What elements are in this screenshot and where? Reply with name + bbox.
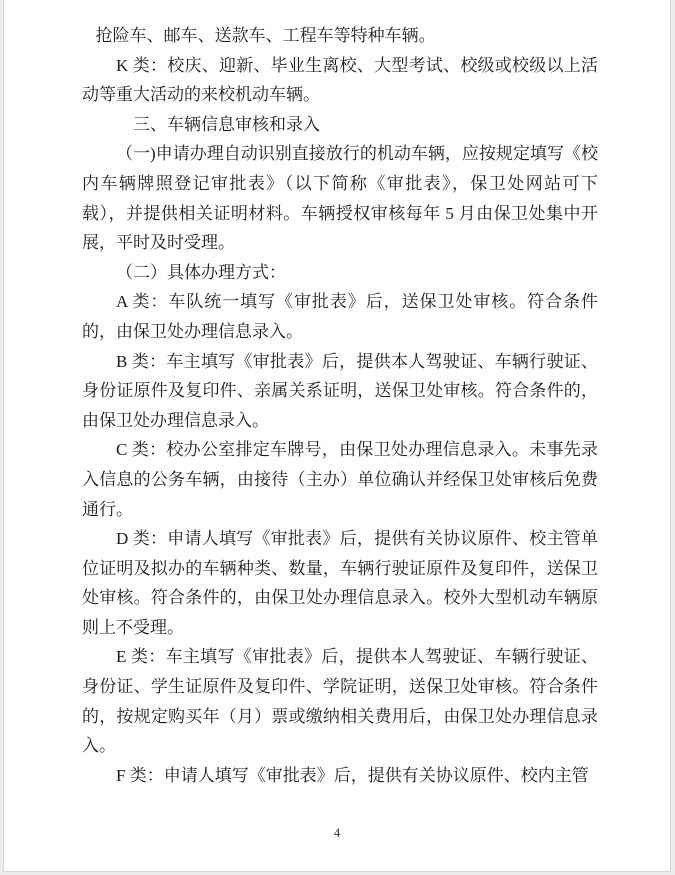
- document-page: [3, 0, 671, 872]
- paragraph-2: K 类：校庆、迎新、毕业生离校、大型考试、校级或校级以上活动等重大活动的来校机动车辆。: [82, 55, 598, 105]
- paragraph-4: （一)申请办理自动识别直接放行的机动车辆，应按规定填写《校内车辆牌照登记审批表》（以下简称《审批表》，保卫处网站可下载），并提供相关证明材料。车辆授权审核每年 5 月由保卫处集中开展，平时及时受理。: [82, 144, 598, 253]
- paragraph-10: E 类：车主填写《审批表》后，提供本人驾驶证、车辆行驶证、身份证、学生证原件及复印件、学院证明，送保卫处审核。符合条件的，按规定购买年（月）票或缴纳相关费用后，由保卫处办理信息录入。: [82, 647, 598, 756]
- paragraph-6: A 类：车队统一填写《审批表》后，送保卫处审核。符合条件的，由保卫处办理信息录入。: [82, 292, 598, 341]
- page-number: 4: [333, 825, 341, 840]
- paragraph-8: C 类：校办公室排定车牌号，由保卫处办理信息录入。未事先录入信息的公务车辆，由接待（主办）单位确认并经保卫处审核后免费通行。: [82, 440, 598, 519]
- paragraph-3: 三、车辆信息审核和录入: [133, 114, 320, 134]
- document-body: [4, 0, 670, 790]
- paragraph-11: F 类：申请人填写《审批表》后，提供有关协议原件、校内主管: [116, 765, 589, 785]
- paragraph-5: （二）具体办理方式：: [116, 262, 286, 282]
- paragraph-9: D 类：申请人填写《审批表》后，提供有关协议原件、校主管单位证明及拟办的车辆种类、数量，车辆行驶证原件及复印件，送保卫处审核。符合条件的，由保卫处办理信息录入。校外大型机动车辆原则上不受理。: [82, 529, 598, 637]
- paragraph-7: B 类：车主填写《审批表》后，提供本人驾驶证、车辆行驶证、身份证原件及复印件、亲属关系证明，送保卫处审核。符合条件的，由保卫处办理信息录入。: [82, 351, 598, 430]
- paragraph-1: 抢险车、邮车、送款车、工程车等特种车辆。: [95, 26, 436, 45]
